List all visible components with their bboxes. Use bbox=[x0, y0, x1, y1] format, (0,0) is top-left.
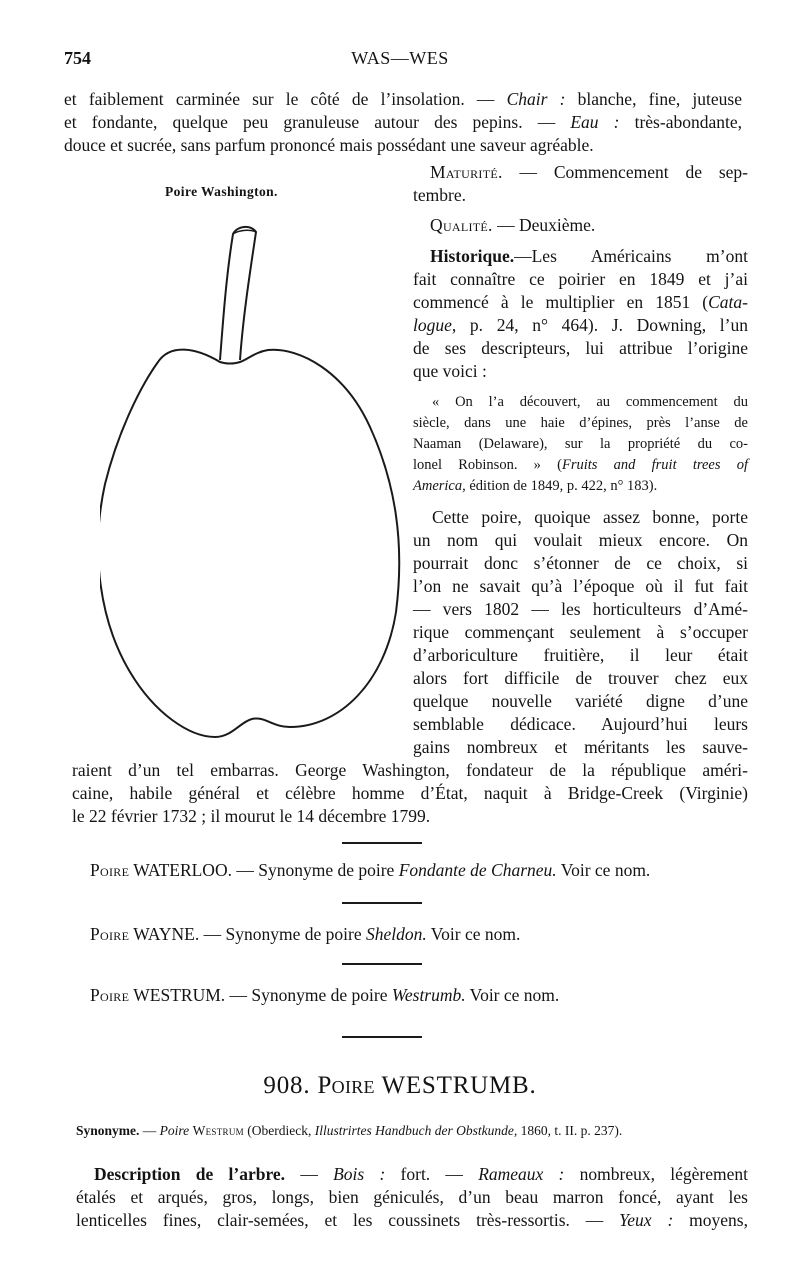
maturite-line: Maturité. — Commencement de sep- bbox=[430, 162, 748, 182]
quote-line: lonel Robinson. » (Fruits and fruit trees of bbox=[413, 457, 748, 473]
description-line: Description de l’arbre. — Bois : fort. — Rameaux : nombreux, légèrement bbox=[94, 1164, 748, 1184]
body-line: pourrait donc s’étonner de ce choix, si bbox=[413, 553, 748, 573]
historique-line: commencé à le multiplier en 1851 (Cata- bbox=[413, 292, 748, 312]
body-line: alors fort difficile de trouver chez eux bbox=[413, 668, 748, 688]
text-line: douce et sucrée, sans parfum prononcé mais possédant une saveur agréable. bbox=[64, 135, 594, 155]
section-rule bbox=[342, 963, 422, 965]
quote-line: Naaman (Delaware), sur la propriété du co- bbox=[413, 436, 748, 452]
synonym-westrum: Poire WESTRUM. — Synonyme de poire Westrumb. Voir ce nom. bbox=[90, 985, 560, 1005]
section-rule bbox=[342, 902, 422, 904]
body-line: raient d’un tel embarras. George Washington, fondateur de la république améri- bbox=[72, 760, 748, 780]
section-rule bbox=[342, 1036, 422, 1038]
description-line: étalés et arqués, gros, longs, bien géniculés, d’un beau marron foncé, ayant les bbox=[76, 1187, 748, 1207]
body-line: le 22 février 1732 ; il mourut le 14 décembre 1799. bbox=[72, 806, 431, 826]
body-line: quelque nouvelle variété digne d’une bbox=[413, 691, 748, 711]
quote-line: siècle, dans une haie d’épines, près l’anse de bbox=[413, 415, 748, 431]
qualite-line: Qualité. — Deuxième. bbox=[430, 215, 596, 235]
pear-outline bbox=[100, 350, 399, 737]
historique-line: fait connaître ce poirier en 1849 et j’ai bbox=[413, 269, 748, 289]
running-head: WAS—WES bbox=[351, 48, 449, 68]
synonyme-line: Synonyme. — Poire Westrum (Oberdieck, Illustrirtes Handbuch der Obstkunde, 1860, t. II. p. 237). bbox=[76, 1123, 623, 1138]
historique-line: de ses descripteurs, lui attribue l’origine bbox=[413, 338, 748, 358]
body-line: — vers 1802 — les horticulteurs d’Amé- bbox=[413, 599, 748, 619]
body-line: l’on ne savait qu’à l’époque où il fut fait bbox=[413, 576, 748, 596]
historique-label: Historique. bbox=[430, 246, 515, 266]
quote-line: America, édition de 1849, p. 422, n° 183). bbox=[413, 478, 658, 494]
body-line: d’arboriculture fruitière, il leur était bbox=[413, 645, 748, 665]
page-number: 754 bbox=[64, 48, 91, 68]
body-line: gains nombreux et méritants les sauve- bbox=[413, 737, 748, 757]
body-line: caine, habile général et célèbre homme d’État, naquit à Bridge-Creek (Virginie) bbox=[72, 783, 748, 803]
section-rule bbox=[342, 842, 422, 844]
body-line: rique commençant seulement à s’occuper bbox=[413, 622, 748, 642]
quote-line: « On l’a découvert, au commencement du bbox=[432, 394, 748, 410]
maturite-line: tembre. bbox=[413, 185, 466, 205]
body-line: Cette poire, quoique assez bonne, porte bbox=[432, 507, 748, 527]
description-line: lenticelles fines, clair-semées, et les coussinets très-ressortis. — Yeux : moyens, bbox=[76, 1210, 748, 1230]
synonym-waterloo: Poire WATERLOO. — Synonyme de poire Fondante de Charneu. Voir ce nom. bbox=[90, 860, 651, 880]
synonym-wayne: Poire WAYNE. — Synonyme de poire Sheldon. Voir ce nom. bbox=[90, 924, 521, 944]
text-line: et fondante, quelque peu granuleuse autour des pepins. — Eau : très-abondante, bbox=[64, 112, 742, 132]
pear-stem bbox=[220, 227, 256, 360]
body-line: un nom qui voulait mieux encore. On bbox=[413, 530, 748, 550]
body-line: semblable dédicace. Aujourd’hui leurs bbox=[413, 714, 748, 734]
pear-illustration bbox=[100, 222, 410, 762]
text-line: et faiblement carminée sur le côté de l’insolation. — Chair : blanche, fine, juteuse bbox=[64, 89, 742, 109]
section-title: 908. Poire WESTRUMB. bbox=[263, 1072, 537, 1099]
description-label: Description de l’arbre. bbox=[94, 1164, 286, 1184]
figure-caption: Poire Washington. bbox=[165, 184, 278, 199]
historique-line: logue, p. 24, n° 464). J. Downing, l’un bbox=[413, 315, 748, 335]
historique-line: Historique.—Les Américains m’ont bbox=[430, 246, 748, 266]
historique-line: que voici : bbox=[413, 361, 487, 381]
